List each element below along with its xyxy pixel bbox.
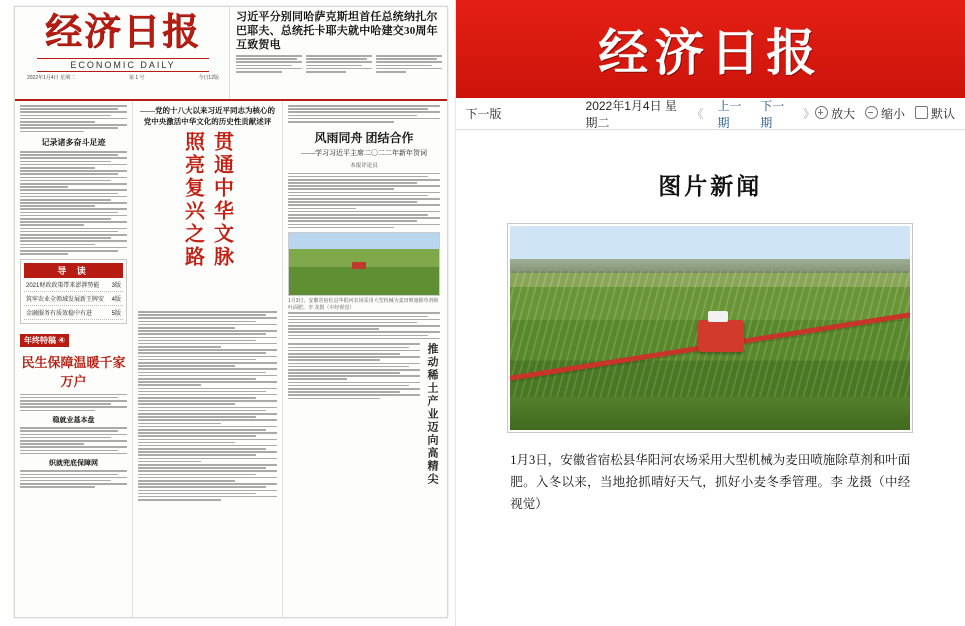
editorial-headline[interactable]: 风雨同舟 团结合作 [314, 130, 414, 145]
newspaper-photo-thumbnail[interactable] [288, 232, 440, 296]
masthead-meta [21, 72, 225, 81]
default-zoom-label: 默认 [930, 107, 955, 121]
column-subhead: 记录诸多奋斗足迹 [41, 138, 106, 148]
next-issue-button[interactable]: 下一期 [760, 98, 785, 130]
viewer-header [456, 0, 965, 98]
bottom-subhead-1: 稳就业基本盘 [52, 416, 95, 425]
zoom-out-label: 缩小 [880, 107, 905, 121]
zoom-in-button[interactable] [815, 105, 855, 122]
nav-bracket-right-icon: 》 [802, 107, 815, 121]
masthead-pages: 今日12版 [198, 75, 219, 81]
newspaper-masthead [15, 7, 447, 101]
top-headline-columns [236, 55, 442, 74]
bottom-subhead-2: 织就兜底保障网 [49, 459, 98, 468]
newspaper-column-right [283, 101, 445, 617]
daodu-item-page: 5版 [111, 310, 121, 317]
viewer-content [456, 130, 965, 515]
daodu-item-title: 2021财政政策带来澎湃势能 [26, 282, 100, 289]
rare-earth-vertical-title[interactable]: 推动稀土产业迈向高精尖 [426, 343, 438, 487]
toolbar-middle [586, 97, 815, 131]
masthead-left [15, 7, 230, 99]
year-feature-badge: 年终特稿 ④ [20, 334, 69, 347]
daodu-item-title: 金融服务有质效稳中有进 [26, 310, 93, 317]
daodu-item[interactable] [24, 306, 123, 320]
masthead-issue: 第 1 号 [128, 75, 145, 81]
photo-tractor [698, 320, 744, 352]
daodu-item[interactable] [24, 278, 123, 292]
viewer-toolbar[interactable] [456, 98, 965, 130]
newspaper-page[interactable] [14, 6, 448, 618]
newspaper-photo-caption: 1月3日，安徽省宿松县华阳河农场采用大型机械为麦田喷施除草剂和叶面肥。李 龙摄（中经视觉） [288, 298, 439, 312]
newspaper-body [15, 101, 447, 617]
default-zoom-button[interactable] [915, 105, 955, 122]
reset-zoom-icon [915, 106, 928, 119]
editorial-byline: 本报评论员 [350, 162, 378, 169]
daodu-item[interactable] [24, 292, 123, 306]
daodu-item-page: 3版 [111, 282, 121, 289]
toolbar-right [815, 105, 955, 122]
bottom-headline[interactable]: 民生保障温暖千家万户 [21, 354, 126, 389]
news-photo[interactable] [510, 226, 910, 430]
year-feature-badge-wrap [20, 330, 127, 348]
daodu-box[interactable] [20, 259, 127, 324]
newspaper-column-left [15, 101, 133, 617]
masthead-right [230, 7, 447, 99]
daodu-item-title: 筑牢农业全领域发展新王牌安 [26, 296, 105, 303]
top-headline[interactable]: 习近平分别同哈萨克斯坦首任总统纳扎尔巴耶夫、总统托卡耶夫就中哈建交30周年互致贺电 [236, 11, 438, 51]
nav-bracket-left-icon: 《 [691, 107, 704, 121]
editorial-subheadline: ——学习习近平主席二〇二二年新年贺词 [301, 148, 427, 157]
toolbar-left [466, 105, 586, 122]
photo-foreground-soil [510, 397, 910, 430]
vertical-subtitle: ——党的十八大以来习近平同志为核心的党中央激活中华文化的历史性贡献述评 [140, 106, 275, 126]
daodu-header: 导 读 [24, 263, 123, 278]
zoom-out-icon [865, 106, 878, 119]
newspaper-english-name: ECONOMIC DAILY [37, 58, 209, 72]
daodu-item-page: 4版 [111, 296, 121, 303]
next-page-button[interactable]: 下一版 [465, 107, 502, 121]
zoom-in-label: 放大 [830, 107, 855, 121]
prev-issue-button[interactable]: 上一期 [717, 98, 742, 130]
masthead-date: 2022年1月4日 星期二 [27, 75, 76, 81]
photo-frame[interactable] [507, 223, 913, 433]
photo-caption: 1月3日，安徽省宿松县华阳河农场采用大型机械为麦田喷施除草剂和叶面肥。入冬以来，当地抢抓晴好天气，抓好小麦冬季管理。李 龙摄（中经视觉） [510, 453, 911, 511]
viewer-logo: 经济日报 [598, 25, 823, 81]
viewer-pane [455, 0, 965, 626]
zoom-in-icon [815, 106, 828, 119]
newspaper-logo: 经济日报 [45, 12, 201, 53]
newspaper-page-pane[interactable] [0, 0, 455, 626]
zoom-out-button[interactable] [865, 105, 905, 122]
feature-vertical-title[interactable]: 贯通中华文脉 照亮复兴之路 [181, 131, 233, 269]
newspaper-column-middle [133, 101, 283, 617]
section-title: 图片新闻 [658, 174, 763, 199]
issue-date-label: 2022年1月4日 星期二 [585, 98, 677, 130]
